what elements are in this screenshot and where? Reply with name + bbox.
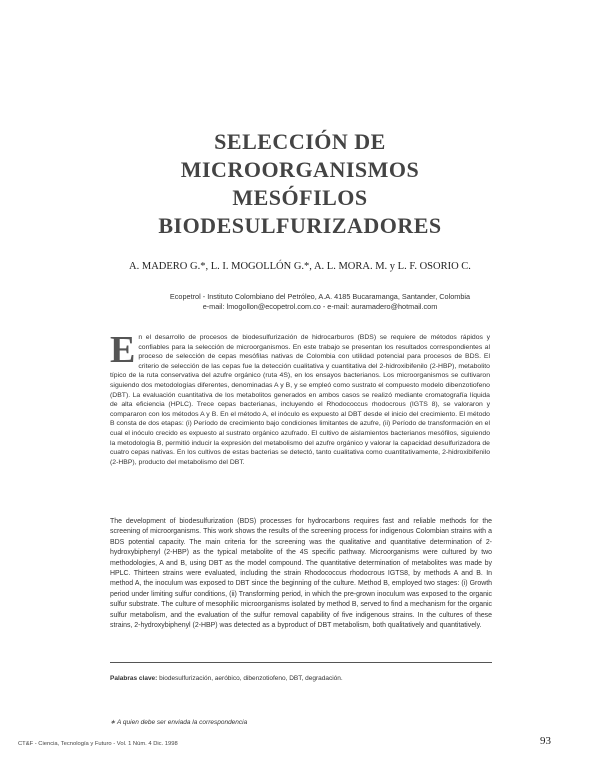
title-line: MICROORGANISMOS — [180, 157, 420, 182]
title-line: SELECCIÓN DE — [214, 129, 386, 154]
keywords-text: biodesulfurización, aeróbico, dibenzotiofeno, DBT, degradación. — [159, 675, 343, 682]
keywords-label: Palabras clave: — [110, 675, 158, 682]
drop-cap: E — [110, 329, 136, 371]
affiliation-address: Ecopetrol - Instituto Colombiano del Petróleo, A.A. 4185 Bucaramanga, Santander, Colombia — [169, 292, 471, 301]
article-title — [0, 128, 600, 240]
affiliation-emails: e-mail: lmogollon@ecopetrol.com.co - e-mail: auramadero@hotmail.com — [202, 302, 438, 311]
page-number: 93 — [540, 735, 551, 747]
authors: A. MADERO G.*, L. I. MOGOLLÓN G.*, A. L. MORA. M. y L. F. OSORIO C. — [129, 261, 471, 272]
title-line: BIODESULFURIZADORES — [158, 213, 442, 238]
title-line: MESÓFILOS — [232, 185, 368, 210]
footnote: ∗ A quien debe ser enviada la correspondencia — [110, 719, 248, 726]
abstract-spanish — [110, 329, 490, 467]
keywords — [110, 675, 492, 682]
divider — [110, 662, 492, 663]
affiliation — [0, 292, 600, 312]
abstract-english: The development of biodesulfurization (BDS) processes for hydrocarbons requires fast and reliable methods for the screening of microorganisms. This work shows the results of the screening process for indigenous Colombian strains with a BDS potential capacity. The main criteria for the screening was the qualitative and quantitative determination of 2-hydroxybiphenyl (2-HBP) as the typical metabolite of the 4S specific pathway. Microorganisms were cultured by two methodologies, A and B, using DBT as the model compound. The quantitative determination of metabolites was made by HPLC. Thirteen strains were evaluated, including the strain Rhodococcus rhodocrous IGTS8, by methods A and B. In method A, the inoculum was exposed to DBT since the beginning of the culture. Method B, employed two stages: (i) Growth period under limiting sulfur conditions, (ii) Transforming period, in which the pre-grown inoculum was exposed to the organic sulfur substrate. The culture of mesophilic microorganisms isolated by method B, served to find a mechanism for the organic sulfur metabolism, and the evaluation of the sulfur removal capability of five indigenous strains. In the cultures of these strains, 2-hydroxybiphenyl (2-HBP) was detected as a byproduct of DBT metabolism, both qualitatively and quantitatively. — [110, 518, 492, 630]
journal-footer: CT&F - Ciencia, Tecnología y Futuro - Vol. 1 Núm. 4 Dic. 1998 — [18, 741, 178, 747]
abstract-spanish-text: n el desarrollo de procesos de biodesulfurización de hidrocarburos (BDS) se requiere de métodos rápidos y confiables para la selección de microorganismos. En este trabajo se presentan los resultados correspondientes al proceso de selección de cepas mesófilas nativas de Colombia con utilidad potencial para procesos de BDS. El criterio de selección de las cepas fue la detección cualitativa y cuantitativa del 2-hidroxibifenilo (2-HBP), metabolito típico de la ruta conservativa del azufre orgánico (ruta 4S), en los ensayos bacterianos. Los microorganismos se cultivaron siguiendo dos metodologías diferentes, denominadas A y B, y se empleó como sustrato el compuesto modelo dibenzotiofeno (DBT). La evaluación cuantitativa de los metabolitos generados en ambos casos se realizó mediante cromatografía líquida de alta eficiencia (HPLC). Trece cepas bacterianas, incluyendo el Rhodococcus rhodocrous (IGTS 8), se valoraron y compararon con los métodos A y B. En el método A, el inóculo es expuesto al DBT desde el inicio del crecimiento. El método B consta de dos etapas: (i) Período de crecimiento bajo condiciones limitantes de azufre, (ii) Período de transformación en el cual el inóculo crecido es expuesto al sustrato orgánico azufrado. El cultivo de aislamientos bacterianos mesófilos, siguiendo la metodología B, permitió inducir la expresión del metabolismo del azufre orgánico y valorar la capacidad desulfurizadora de cuatro cepas nativas. En los cultivos de estas bacterias se detectó, tanto cualitativa como cuantitativamente, 2-hidroxibifenilo (2-HBP), producto del metabolismo del DBT. — [110, 334, 490, 466]
